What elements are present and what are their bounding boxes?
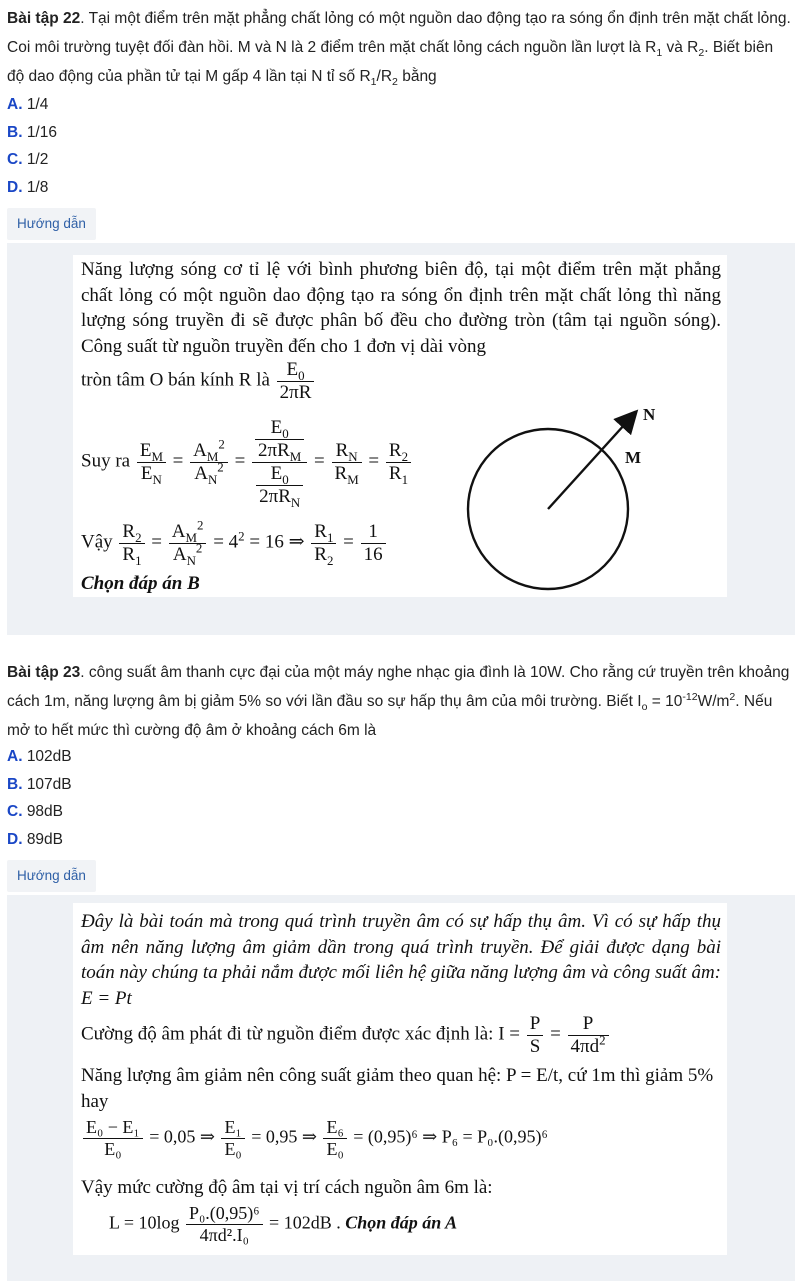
solution-23-para-3: Vậy mức cường độ âm tại vị trí cách nguồn âm 6m là: — [81, 1177, 493, 1198]
question-23-label: Bài tập 23 — [7, 664, 81, 681]
option-d[interactable]: D. 1/8 — [7, 179, 49, 196]
guide-toggle-button[interactable]: Hướng dẫn — [7, 208, 96, 240]
solution-23-formula-3: L = 10log $\frac{\text{P₀.(0,95)⁶}}{\text{4πd².I₀}}$ = 102dB . Chọn đáp án A — [109, 1203, 458, 1245]
option-b[interactable]: B. 107dB — [7, 776, 72, 793]
solution-23-para: Đây là bài toán mà trong quá trình truyền âm có sự hấp thụ âm. Vì có sự hấp thụ âm nên năng lượng âm giảm dần trong quá trình truyền. Để giải được dạng bài toán này chúng ta phải nắm được mối liên hệ giữa năng lượng âm và công suất âm: E = Pt — [81, 911, 721, 1009]
solution-image-22 — [73, 255, 727, 597]
question-22-text: Bài tập 22. Tại một điểm trên mặt phẳng chất lỏng có một nguồn dao động tạo ra sóng ổn định trên mặt chất lỏng. Coi môi trường tuyệt đối đàn hồi. M và N là 2 điểm trên mặt chất lỏng cách nguồn lần lượt là $R_1$ và $R_2$. Biết biên độ dao động của phần tử tại M gấp 4 lần tại N tỉ số $R_1/R_2$ bằng — [7, 10, 791, 89]
solution-22-formula-2: Suy ra $\frac{E_M}{E_N}$ = $\frac{A_M^2}{A_N^2}$ = $\frac{\frac{E_0}{2\pi R_M}}{\frac{E_0}{2\pi R_N}}$ = $\frac{R_N}{R_M}$ = $\frac{R_2}{R_1}$ — [81, 417, 413, 507]
radius-arrow — [548, 413, 635, 509]
option-c[interactable]: C. 98dB — [7, 803, 64, 820]
solution-image-23 — [73, 903, 727, 1255]
question-22-label: Bài tập 22 — [7, 10, 81, 27]
solution-22-para: Năng lượng sóng cơ tỉ lệ với bình phương biên độ, tại một điểm trên mặt phẳng chất lỏng có một nguồn dao động tạo ra sóng ổn định trên mặt chất lỏng thì năng lượng sóng truyền đi sẽ được phân bố đều cho đường tròn (tâm tại nguồn sóng). Công suất từ nguồn truyền đến cho 1 đơn vị dài vòng — [81, 259, 721, 357]
option-a[interactable]: A. 1/4 — [7, 96, 49, 113]
solution-22-formula-3: Vậy $\frac{R_2}{R_1}$ = $\frac{A_M^2}{A_N^2}$ = $4^2 = 16$ ⇒ $\frac{R_1}{R_2}$ = $\frac{1}{16}$ — [81, 521, 388, 566]
circle-diagram — [463, 391, 703, 591]
option-a[interactable]: A. 102dB — [7, 748, 72, 765]
option-c[interactable]: C. 1/2 — [7, 151, 49, 168]
label-n: N — [643, 405, 656, 424]
solution-panel-23 — [7, 895, 795, 1281]
option-b[interactable]: B. 1/16 — [7, 124, 57, 141]
solution-23-formula-2: $\frac{\text{E₀ − E₁}}{\text{E₀}}$ = 0,05 ⇒ $\frac{\text{E₁}}{\text{E₀}}$ = 0,95 ⇒ $\frac{\text{E₆}}{\text{E₀}}$ = (0,95)⁶ ⇒ P₆ = P₀.(0,95)⁶ — [81, 1117, 548, 1159]
guide-toggle-button[interactable]: Hướng dẫn — [7, 860, 96, 892]
solution-23-formula-1: Cường độ âm phát đi từ nguồn điểm được xác định là: I = $\frac{P}{S}$ = $\frac{P}{4\pi d^2}$ — [81, 1013, 611, 1058]
solution-22-formula-1: tròn tâm O bán kính R là $\frac{E_0}{2\pi R}$ — [81, 359, 316, 404]
label-m: M — [625, 448, 642, 467]
question-23-text: Bài tập 23. công suất âm thanh cực đại của một máy nghe nhạc gia đình là 10W. Cho rằng cứ truyền trên khoảng cách 1m, năng lượng âm bị giảm 5% so với lần đầu so sự hấp thụ âm của môi trường. Biết $I_o = 10^{-12}W/m^2$. Nếu mở to hết mức thì cường độ âm ở khoảng cách 6m là — [7, 664, 790, 739]
solution-panel-22 — [7, 243, 795, 635]
solution-22-conclusion: Chọn đáp án B — [81, 573, 200, 594]
solution-23-para-2: Năng lượng âm giảm nên công suất giảm theo quan hệ: P = E/t, cứ 1m thì giảm 5% hay — [81, 1065, 714, 1112]
option-d[interactable]: D. 89dB — [7, 831, 64, 848]
